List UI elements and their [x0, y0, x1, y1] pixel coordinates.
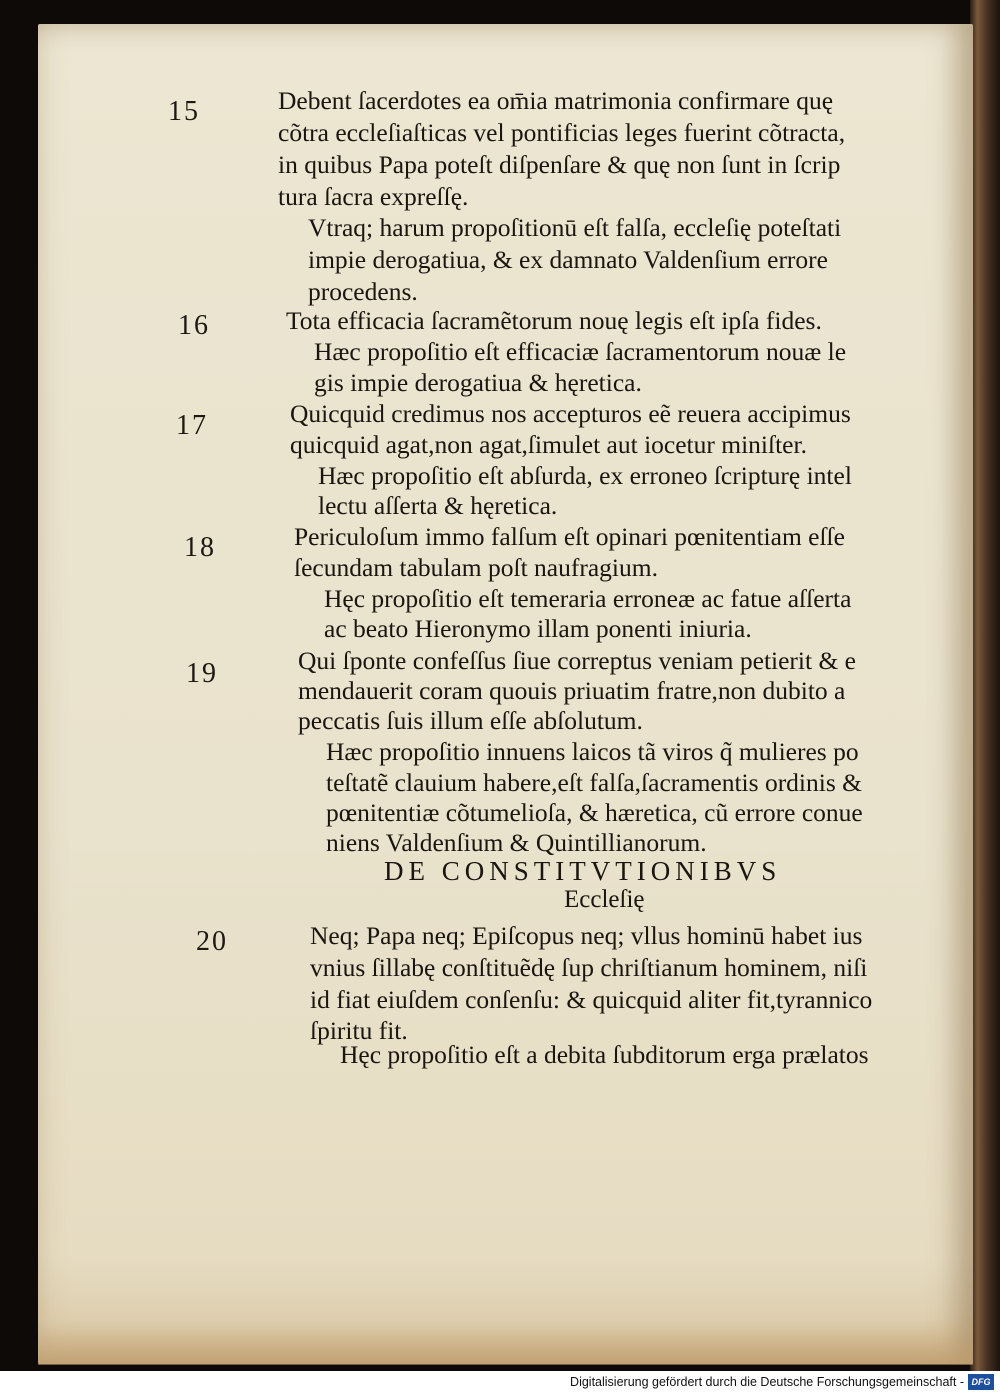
text-line: cõtra eccleſiaſticas vel pontificias leges fuerint cõtracta,	[278, 118, 846, 147]
text-line: peccatis ſuis illum eſſe abſolutum.	[298, 706, 643, 735]
margin-number-17: 17	[176, 410, 208, 441]
text-line: lectu aſſerta & hęretica.	[318, 491, 558, 520]
text-line: mendauerit coram quouis priuatim fratre,non dubito a	[298, 676, 846, 705]
dfg-logo: DFG	[968, 1374, 994, 1390]
text-line: Hæc propoſitio eſt efficaciæ ſacramentorum nouæ le	[314, 337, 847, 366]
text-line: ac beato Hieronymo illam ponenti iniuria.	[324, 614, 752, 643]
text-line: niens Valdenſium & Quintillianorum.	[326, 828, 707, 857]
text-line: quicquid agat,non agat,ſimulet aut iocetur miniſter.	[290, 430, 807, 459]
text-line: Debent ſacerdotes ea om̄ia matrimonia confirmare quę	[278, 86, 834, 115]
book-spine	[970, 0, 1000, 1385]
section-heading: DE CONSTITVTIONIBVS	[384, 856, 782, 886]
text-line: Hęc propoſitio eſt a debita ſubditorum erga prælatos	[340, 1040, 869, 1069]
text-line: Hęc propoſitio eſt temeraria erroneæ ac fatue aſſerta	[324, 584, 852, 613]
text-line: Neq; Papa neq; Epiſcopus neq; vllus hominū habet ius	[310, 921, 863, 950]
text-line: Tota efficacia ſacramẽtorum nouę legis eſt ipſa fides.	[286, 306, 822, 335]
margin-number-18: 18	[184, 532, 216, 563]
text-line: Hæc propoſitio innuens laicos tã viros q̃ mulieres po	[326, 737, 859, 766]
margin-number-16: 16	[178, 310, 210, 341]
text-line: procedens.	[308, 277, 418, 306]
text-line: Periculoſum immo falſum eſt opinari pœnitentiam eſſe	[294, 522, 845, 551]
text-line: in quibus Papa poteſt diſpenſare & quę non ſunt in ſcrip	[278, 150, 841, 179]
margin-number-19: 19	[186, 658, 218, 689]
funding-notice: Digitalisierung gefördert durch die Deutsche Forschungsgemeinschaft -	[570, 1375, 964, 1389]
text-line: Quicquid credimus nos accepturos eẽ reuera accipimus	[290, 399, 851, 428]
margin-number-15: 15	[168, 96, 200, 127]
text-line: impie derogatiua, & ex damnato Valdenſium errore	[308, 245, 828, 274]
text-line: pœnitentiæ cõtumelioſa, & hæretica, cũ errore conue	[326, 798, 863, 827]
text-line: Hæc propoſitio eſt abſurda, ex erroneo ſcripturę intel	[318, 461, 852, 490]
text-line: gis impie derogatiua & hęretica.	[314, 368, 642, 397]
text-line: tura ſacra expreſſę.	[278, 182, 469, 211]
margin-number-20: 20	[196, 926, 228, 957]
digitization-footer	[0, 1371, 1000, 1397]
text-line: ſecundam tabulam poſt naufragium.	[294, 553, 658, 582]
text-line: vnius ſillabę conſtituẽdę ſup chriſtianum hominem, niſi	[310, 953, 868, 982]
page-stain	[38, 1320, 973, 1365]
text-line: teſtatẽ clauium habere,eſt falſa,ſacramentis ordinis &	[326, 768, 862, 797]
text-line: ſpiritu fit.	[310, 1016, 408, 1045]
section-subheading: Eccleſię	[564, 886, 645, 913]
text-line: id fiat eiuſdem conſenſu: & quicquid aliter fit,tyrannico	[310, 985, 873, 1014]
text-line: Vtraq; harum propoſitionū eſt falſa, eccleſię poteſtati	[308, 213, 842, 242]
text-line: Qui ſponte confeſſus ſiue correptus veniam petierit & e	[298, 646, 856, 675]
